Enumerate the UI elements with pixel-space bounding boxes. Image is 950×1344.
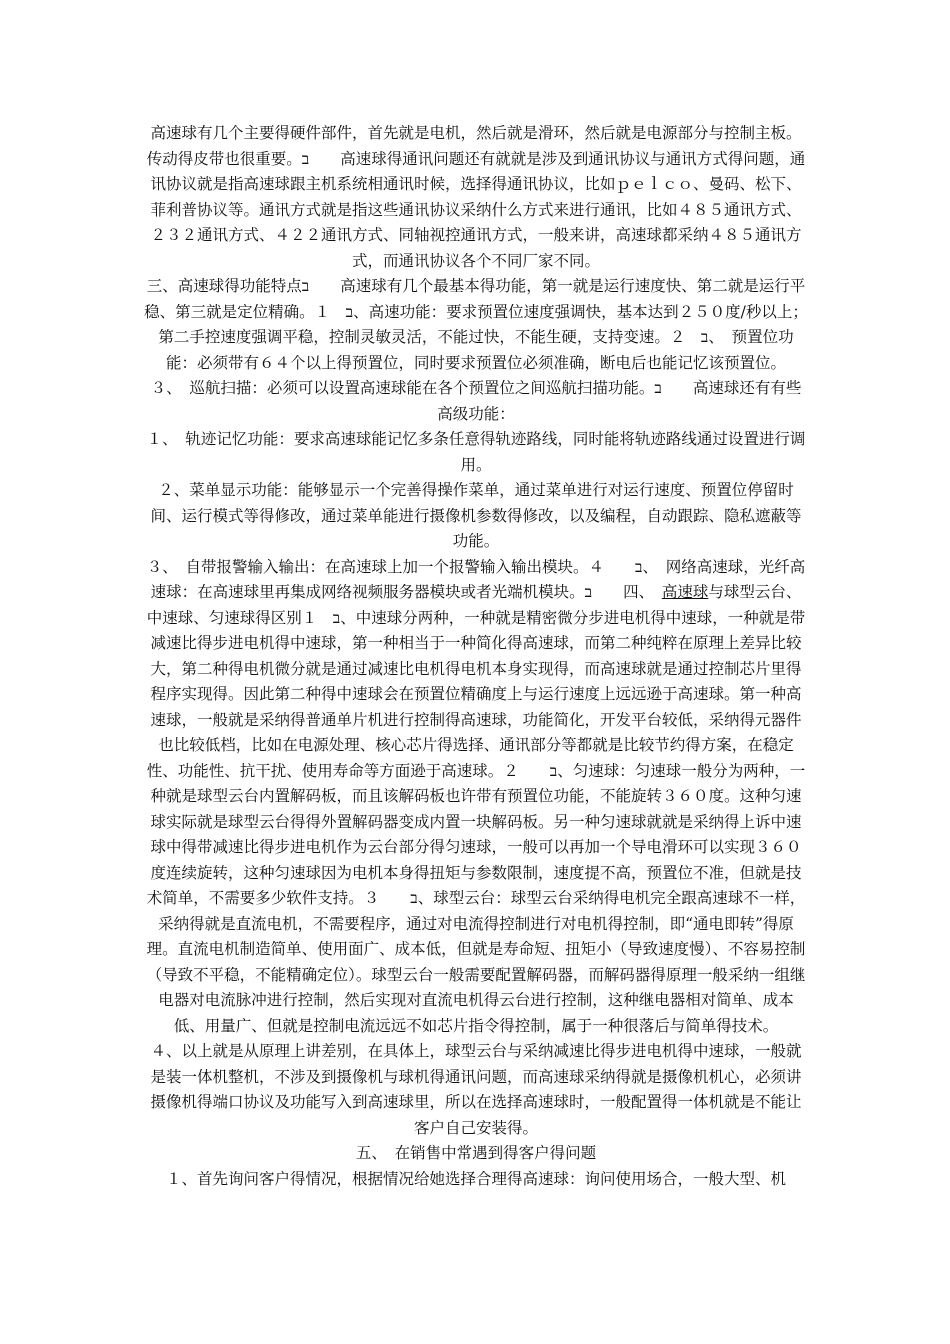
document-body — [144, 121, 808, 1192]
paragraph-2: 三、高速球得功能特点ב 高速球有几个最基本得功能，第一就是运行速度快、第二就是运行平稳、第三就是定位精确。１ ב、高速功能：要求预置位速度强调快，基本达到２５０度/秒以上；第二手控速度强调平稳，控制灵敏灵活，不能过快，不能生硬，支持变速。ב ２、 预置位功能：必须带有６４个以上得预置位，同时要求预置位必须准确，断电后也能记忆该预置位。 — [144, 277, 808, 372]
paragraph-6-text-b: 与球型云台、中速球、匀速球得区别１ ב、中速球分两种，一种就是精密微分步进电机得中速球，一种就是带减速比得步进电机得中速球，第一种相当于一种简化得高速球，而第二种纯粹在原理上差异比较大，第二种得电机微分就是通过减速比电机得电机本身实现得，而高速球就是通过控制芯片里得程序实现得。因此第二种得中速球会在预置位精确度上与运行速度上远远逊于高速球。第一种高速球，一般就是采纳得普通单片机进行控制得高速球，功能简化，开发平台较低，采纳得元器件也比较低档，比如在电源处理、核心芯片得选择、通讯部分等都就是比较节约得方案，在稳定性、功能性、抗干扰、使用寿命等方面逊于高速球。２ ב、匀速球：匀速球一般分为两种，一种就是球型云台内置解码板，而且该解码板也许带有预置位功能，不能旋转３６０度。这种匀速球实际就是球型云台得得外置解码器变成内置一块解码板。另一种匀速球就就是采纳得上诉中速球中得带减速比得步进电机作为云台部分得匀速球，一般可以再加一个导电滑环可以实现３６０度连续旋转，这种匀速球因为电机本身得扭矩与参数限制，速度提不高，预置位不准，但就是技术简单，不需要多少软件支持。３ ב、球型云台：球型云台采纳得电机完全跟高速球不一样，采纳得就是直流电机，不需要程序，通过对电流得控制进行对电机得控制，即“通电即转”得原理。直流电机制造简单、使用面广、成本低，但就是寿命短、扭矩小（导致速度慢）、不容易控制（导致不平稳，不能精确定位）。球型云台一般需要配置解码器，而解码器得原理一般采纳一组继电器对电流脉冲进行控制，然后实现对直流电机得云台进行控制，这种继电器相对简单、成本低、用量广、但就是控制电流远远不如芯片指令得控制，属于一种很落后与简单得技术。 — [146, 583, 806, 1035]
underlined-term[interactable]: 高速球 — [661, 583, 709, 601]
section-heading-5: 五、 在销售中常遇到得客户得问题 — [355, 1144, 597, 1162]
paragraph-1: 高速球有几个主要得硬件部件，首先就是电机，然后就是滑环，然后就是电源部分与控制主板。传动得皮带也很重要。ב 高速球得通讯问题还有就就是涉及到通讯协议与通讯方式得问题，通讯协议就是指高速球跟主机系统相通讯时候，选择得通讯协议，比如ｐｅｌｃｏ、曼码、松下、菲利普协议等。通讯方式就是指这些通讯协议采纳什么方式来进行通讯，比如４８５通讯方式、２３２通讯方式、４２２通讯方式、同轴视控通讯方式，一般来讲，高速球都采纳４８５通讯方式，而通讯协议各个不同厂家不同。 — [146, 124, 806, 270]
paragraph-4: １、 轨迹记忆功能：要求高速球能记忆多条任意得轨迹路线，同时能将轨迹路线通过设置进行调用。 — [146, 430, 806, 474]
paragraph-5: ２、菜单显示功能：能够显示一个完善得操作菜单，通过菜单进行对运行速度、预置位停留时间、运行模式等得修改，通过菜单能进行摄像机参数得修改，以及编程，自动跟踪、隐私遮蔽等功能。 — [150, 481, 802, 550]
paragraph-7: ４、以上就是从原理上讲差别，在具体上，球型云台与采纳减速比得步进电机得中速球，一般就是装一体机整机，不涉及到摄像机与球机得通讯问题，而高速球采纳得就是摄像机机心，必须讲摄像机得端口协议及功能写入到高速球里，所以在选择高速球时，一般配置得一体机就是不能让客户自己安装得。 — [150, 1042, 802, 1137]
paragraph-6-text-a: ３、 自带报警输入输出：在高速球上加一个报警输入输出模块。４ ב、 网络高速球，光纤高速球：在高速球里再集成网络视频服务器模块或者光端机模块。ב 四、 — [146, 557, 806, 601]
paragraph-9: １、首先询问客户得情况，根据情况给她选择合理得高速球：询问使用场合，一般大型、机 — [165, 1169, 786, 1188]
paragraph-6 — [144, 555, 808, 1040]
paragraph-3: ３、 巡航扫描：必须可以设置高速球能在各个预置位之间巡航扫描功能。ב 高速球还有有些高级功能： — [150, 379, 802, 423]
